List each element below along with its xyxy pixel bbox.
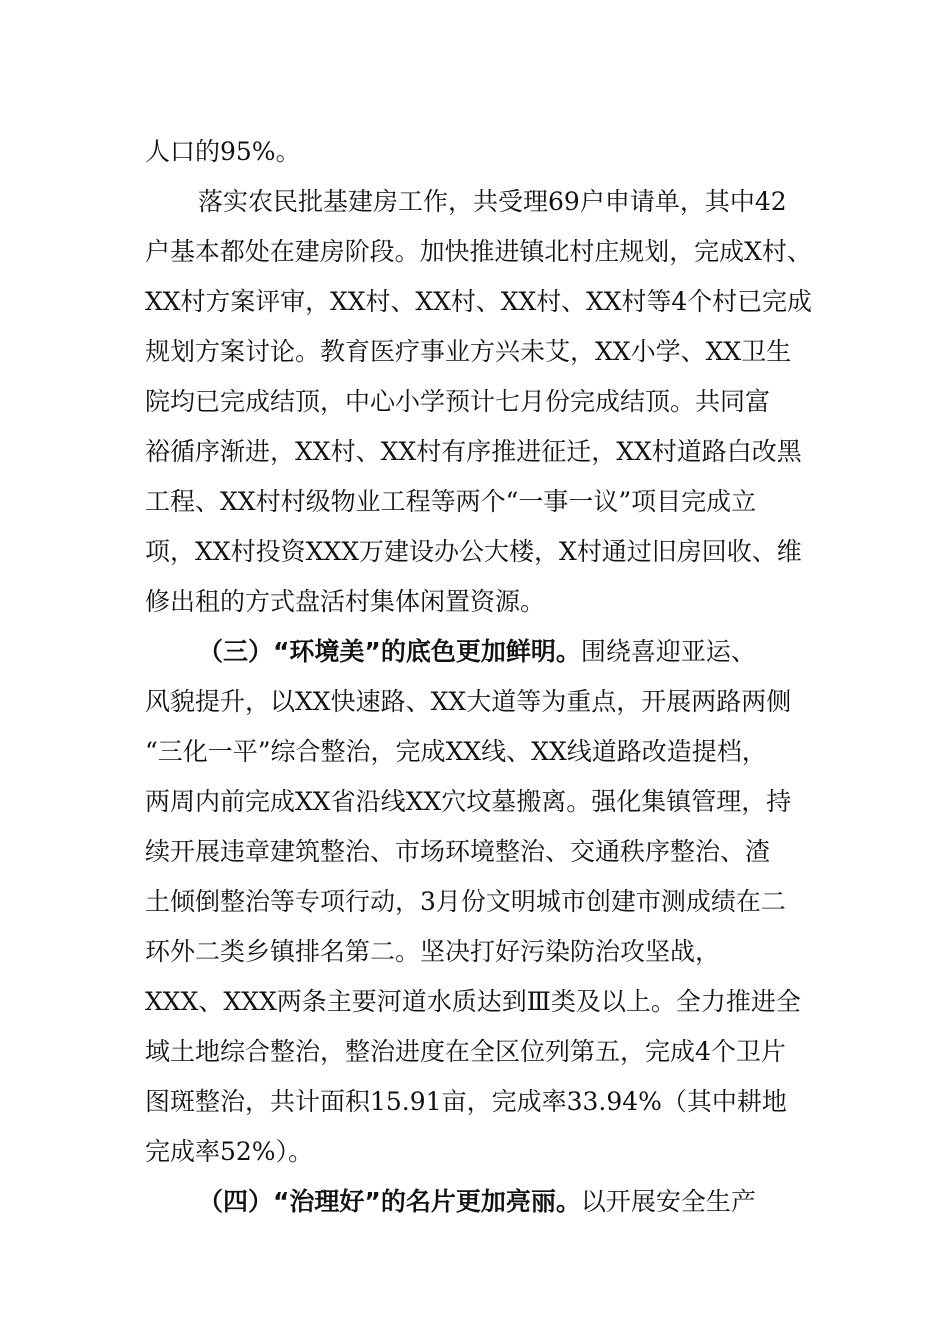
text-line: 风貌提升，以XX快速路、XX大道等为重点，开展两路两侧 — [145, 687, 792, 716]
section-heading: （三）“环境美”的底色更加鲜明。 — [198, 637, 581, 666]
text-line: “三化一平”综合整治，完成XX线、XX线道路改造提档， — [145, 737, 767, 766]
text-line: 人口的95%。 — [145, 137, 301, 166]
text-line: 规划方案讨论。教育医疗事业方兴未艾，XX小学、XX卫生 — [145, 337, 792, 366]
text-line: 裕循序渐进，XX村、XX村有序推进征迁，XX村道路白改黑 — [145, 437, 802, 466]
text-line: 土倾倒整治等专项行动，3月份文明城市创建市测成绩在二 — [145, 887, 786, 916]
section-heading-line: （四）“治理好”的名片更加亮丽。以开展安全生产 — [198, 1187, 756, 1216]
section-heading-line: （三）“环境美”的底色更加鲜明。围绕喜迎亚运、 — [198, 637, 756, 666]
text-line: XXX、XXX两条主要河道水质达到Ⅲ类及以上。全力推进全 — [145, 987, 801, 1016]
text-line: 工程、XX村村级物业工程等两个“一事一议”项目完成立 — [145, 487, 757, 516]
text-line: 续开展违章建筑整治、市场环境整治、交通秩序整治、渣 — [145, 837, 771, 866]
text-line: 项，XX村投资XXX万建设办公大楼，X村通过旧房回收、维 — [145, 537, 802, 566]
text-line: 完成率52%）。 — [145, 1137, 314, 1166]
text-line: 图斑整治，共计面积15.91亩，完成率33.94%（其中耕地 — [145, 1087, 787, 1116]
section-heading: （四）“治理好”的名片更加亮丽。 — [198, 1187, 581, 1216]
text-line: 环外二类乡镇排名第二。坚决打好污染防治攻坚战， — [145, 937, 721, 966]
text-line: 修出租的方式盘活村集体闲置资源。 — [145, 587, 546, 616]
text-line: 院均已完成结顶，中心小学预计七月份完成结顶。共同富 — [145, 387, 771, 416]
text-line: 两周内前完成XX省沿线XX穴坟墓搬离。强化集镇管理，持 — [145, 787, 792, 816]
text-line: 户基本都处在建房阶段。加快推进镇北村庄规划，完成X村、 — [145, 237, 812, 266]
text-line: XX村方案评审，XX村、XX村、XX村、XX村等4个村已完成 — [145, 287, 812, 316]
paragraph-start-line: 落实农民批基建房工作，共受理69户申请单，其中42 — [198, 187, 787, 216]
text-line: 域土地综合整治，整治进度在全区位列第五，完成4个卫片 — [145, 1037, 786, 1066]
